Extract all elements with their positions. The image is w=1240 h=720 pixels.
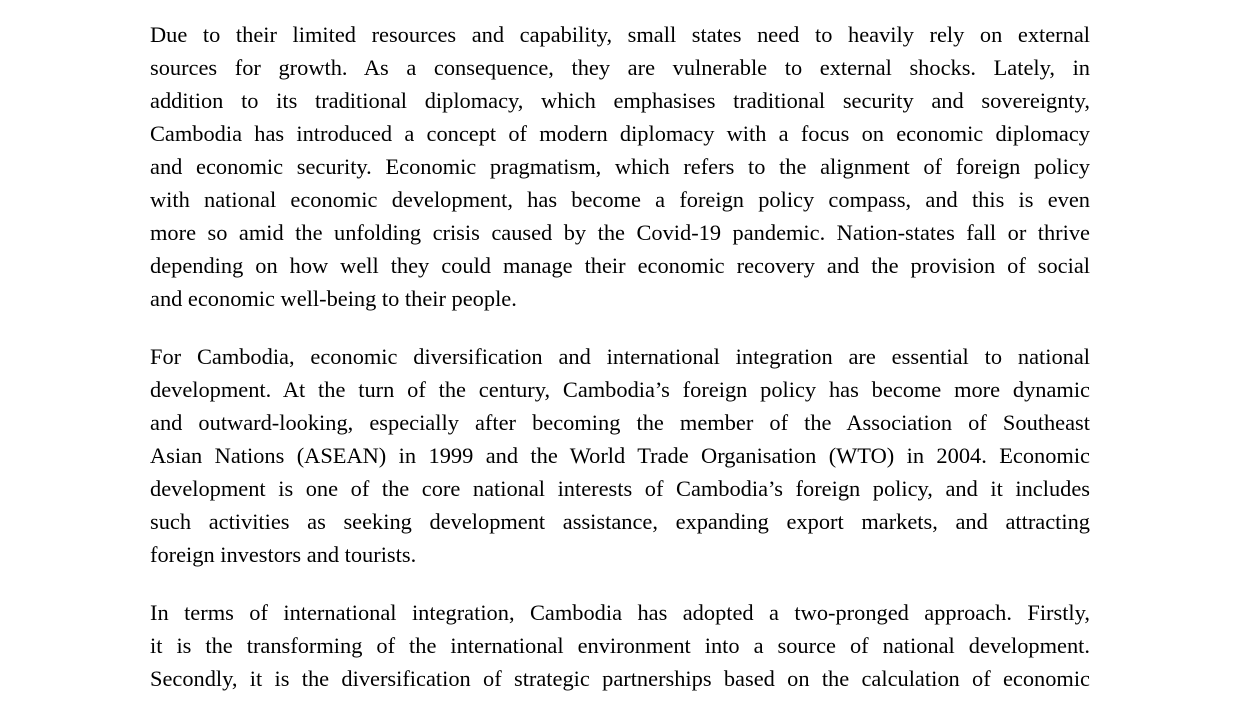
text-line: sources for growth. As a consequence, they are vulnerable to external shocks. Lately, in (150, 55, 1090, 80)
text-line: foreign investors and tourists. (150, 542, 417, 567)
document-page (150, 18, 1090, 720)
text-line: with national economic development, has become a foreign policy compass, and this is even (150, 187, 1090, 212)
text-line: and economic well-being to their people. (150, 286, 517, 311)
text-line: Cambodia has introduced a concept of modern diplomacy with a focus on economic diplomacy (150, 121, 1090, 146)
paragraph-2 (150, 340, 1090, 571)
text-line: and economic security. Economic pragmatism, which refers to the alignment of foreign policy (150, 154, 1090, 179)
paragraph-3 (150, 596, 1090, 695)
text-line: addition to its traditional diplomacy, which emphasises traditional security and sovereignty, (150, 88, 1090, 113)
text-line: development. At the turn of the century, Cambodia’s foreign policy has become more dynamic (150, 377, 1090, 402)
text-line: depending on how well they could manage their economic recovery and the provision of social (150, 253, 1090, 278)
text-line: and outward-looking, especially after becoming the member of the Association of Southeast (150, 410, 1090, 435)
text-line: development is one of the core national interests of Cambodia’s foreign policy, and it includes (150, 476, 1090, 501)
text-line: more so amid the unfolding crisis caused by the Covid-19 pandemic. Nation-states fall or thrive (150, 220, 1090, 245)
text-line: it is the transforming of the international environment into a source of national development. (150, 633, 1090, 658)
text-line: Due to their limited resources and capability, small states need to heavily rely on external (150, 22, 1090, 47)
paragraph-1 (150, 18, 1090, 315)
text-line: In terms of international integration, Cambodia has adopted a two-pronged approach. Firstly, (150, 600, 1090, 625)
text-line: such activities as seeking development assistance, expanding export markets, and attracting (150, 509, 1090, 534)
text-line: For Cambodia, economic diversification and international integration are essential to national (150, 344, 1090, 369)
text-line: Secondly, it is the diversification of strategic partnerships based on the calculation of economic (150, 666, 1090, 691)
text-line: Asian Nations (ASEAN) in 1999 and the World Trade Organisation (WTO) in 2004. Economic (150, 443, 1090, 468)
